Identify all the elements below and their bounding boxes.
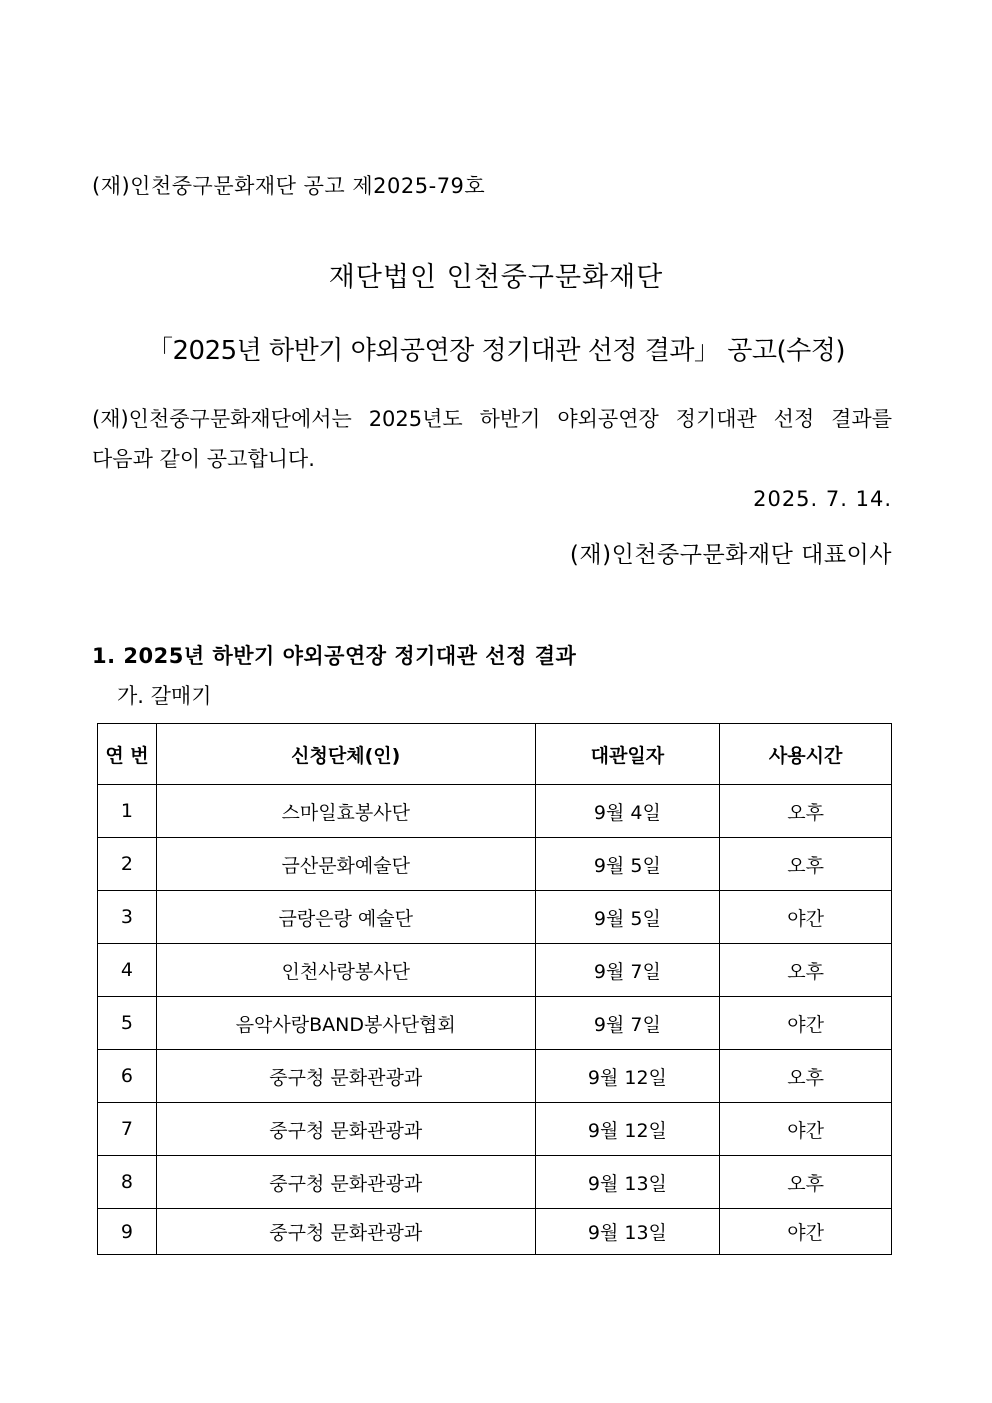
cell-applicant: 금랑은랑 예술단 [156, 891, 535, 944]
cell-applicant: 중구청 문화관광과 [156, 1156, 535, 1209]
cell-number: 9 [98, 1209, 157, 1255]
cell-number: 1 [98, 785, 157, 838]
signer: (재)인천중구문화재단 대표이사 [569, 542, 892, 568]
cell-number: 4 [98, 944, 157, 997]
table-row [98, 944, 892, 997]
results-table [97, 723, 892, 1255]
cell-usage-time: 오후 [720, 1050, 892, 1103]
document-title-subject: 「2025년 하반기 야외공연장 정기대관 선정 결과」 공고(수정) [147, 336, 845, 366]
cell-rental-date: 9월 4일 [535, 785, 720, 838]
cell-rental-date: 9월 7일 [535, 944, 720, 997]
header-usage-time: 사용시간 [720, 724, 892, 785]
cell-applicant: 스마일효봉사단 [156, 785, 535, 838]
header-applicant: 신청단체(인) [156, 724, 535, 785]
sub-heading-venue: 가. 갈매기 [117, 684, 212, 708]
document-title-org: 재단법인 인천중구문화재단 [328, 262, 664, 293]
cell-usage-time: 오후 [720, 838, 892, 891]
intro-line-1: (재)인천중구문화재단에서는 2025년도 하반기 야외공연장 정기대관 선정 결과를 [92, 407, 892, 431]
table-row [98, 891, 892, 944]
table-row [98, 1156, 892, 1209]
cell-applicant: 중구청 문화관광과 [156, 1209, 535, 1255]
header-number: 연 번 [98, 724, 157, 785]
cell-number: 5 [98, 997, 157, 1050]
table-row [98, 785, 892, 838]
notice-number: (재)인천중구문화재단 공고 제2025-79호 [92, 174, 486, 198]
cell-rental-date: 9월 7일 [535, 997, 720, 1050]
cell-usage-time: 오후 [720, 785, 892, 838]
cell-rental-date: 9월 12일 [535, 1103, 720, 1156]
cell-usage-time: 야간 [720, 1103, 892, 1156]
intro-paragraph [92, 399, 892, 479]
table-row [98, 997, 892, 1050]
cell-number: 6 [98, 1050, 157, 1103]
table-row [98, 1209, 892, 1255]
cell-number: 8 [98, 1156, 157, 1209]
cell-number: 3 [98, 891, 157, 944]
cell-rental-date: 9월 13일 [535, 1156, 720, 1209]
intro-line-2: 다음과 같이 공고합니다. [92, 447, 315, 471]
table-row [98, 1050, 892, 1103]
section-heading: 1. 2025년 하반기 야외공연장 정기대관 선정 결과 [92, 644, 577, 668]
cell-rental-date: 9월 5일 [535, 838, 720, 891]
cell-applicant: 음악사랑BAND봉사단협회 [156, 997, 535, 1050]
cell-applicant: 중구청 문화관광과 [156, 1050, 535, 1103]
cell-number: 7 [98, 1103, 157, 1156]
cell-applicant: 인천사랑봉사단 [156, 944, 535, 997]
cell-applicant: 중구청 문화관광과 [156, 1103, 535, 1156]
notice-date: 2025. 7. 14. [753, 487, 892, 511]
cell-usage-time: 야간 [720, 891, 892, 944]
cell-rental-date: 9월 12일 [535, 1050, 720, 1103]
cell-usage-time: 야간 [720, 1209, 892, 1255]
cell-applicant: 금산문화예술단 [156, 838, 535, 891]
cell-usage-time: 오후 [720, 1156, 892, 1209]
header-rental-date: 대관일자 [535, 724, 720, 785]
cell-rental-date: 9월 13일 [535, 1209, 720, 1255]
cell-usage-time: 오후 [720, 944, 892, 997]
cell-rental-date: 9월 5일 [535, 891, 720, 944]
table-row [98, 838, 892, 891]
table-row [98, 1103, 892, 1156]
cell-usage-time: 야간 [720, 997, 892, 1050]
cell-number: 2 [98, 838, 157, 891]
table-header-row [98, 724, 892, 785]
